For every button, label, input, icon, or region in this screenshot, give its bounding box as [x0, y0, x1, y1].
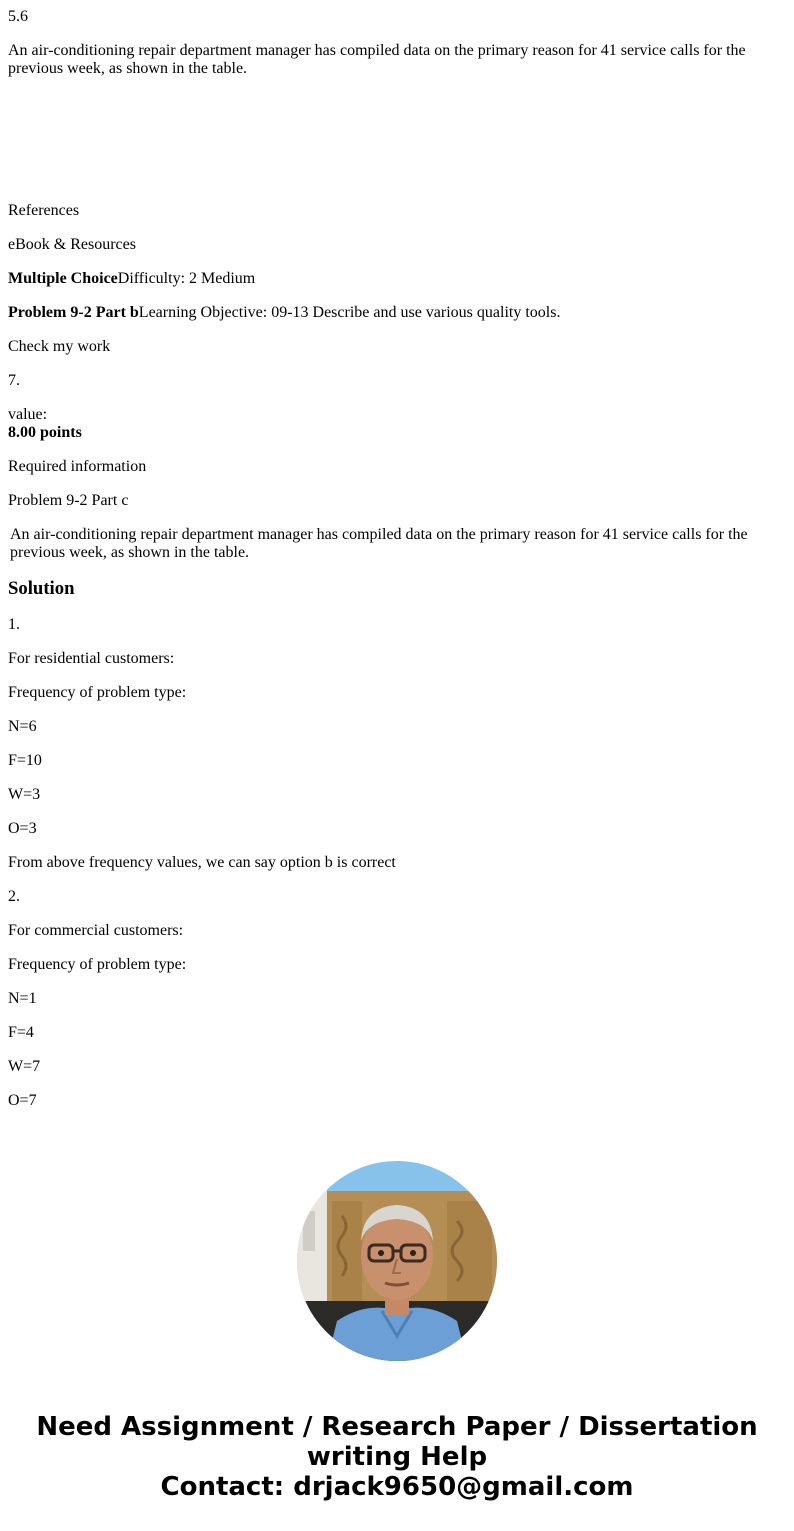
value-label: value:	[8, 406, 48, 423]
question-number: 5.6	[8, 8, 28, 25]
difficulty-text: Difficulty: 2 Medium	[117, 270, 256, 287]
part1-conclusion: From above frequency values, we can say option b is correct	[8, 854, 396, 871]
part2-value-n: N=1	[8, 990, 37, 1007]
ebook-resources-link[interactable]: eBook & Resources	[8, 236, 136, 253]
part1-value-w: W=3	[8, 786, 41, 803]
learning-objective-text: Learning Objective: 09-13 Describe and use various quality tools.	[138, 304, 561, 321]
part1-value-o: O=3	[8, 820, 37, 837]
promo-line-2: writing Help	[306, 1442, 488, 1472]
document-body	[0, 8, 794, 1110]
item-number: 7.	[8, 372, 20, 389]
required-information: Required information	[8, 458, 147, 475]
part2-number: 2.	[8, 888, 20, 905]
difficulty-line	[8, 270, 786, 288]
part2-value-f: F=4	[8, 1024, 34, 1041]
problem-part-b-label: Problem 9-2 Part b	[8, 304, 139, 321]
promo-line-1: Need Assignment / Research Paper / Dissertation	[36, 1412, 758, 1442]
part2-value-o: O=7	[8, 1092, 37, 1109]
part1-customers: For residential customers:	[8, 650, 175, 667]
tutor-photo-illustration	[297, 1161, 497, 1361]
missing-table-space	[8, 94, 786, 202]
question-intro: An air-conditioning repair department manager has compiled data on the primary reason for 41 service calls for the previous week, as shown in the table.	[8, 42, 746, 77]
references-link[interactable]: References	[8, 202, 80, 219]
part1-value-n: N=6	[8, 718, 37, 735]
part2-value-w: W=7	[8, 1058, 41, 1075]
check-my-work-button[interactable]: Check my work	[8, 338, 111, 355]
learning-objective-line	[8, 304, 786, 322]
multiple-choice-label: Multiple Choice	[8, 270, 118, 287]
value-block	[8, 406, 786, 442]
problem-part-c: Problem 9-2 Part c	[8, 492, 129, 509]
part2-frequency-label: Frequency of problem type:	[8, 956, 187, 973]
value-points: 8.00 points	[8, 424, 82, 441]
part2-customers: For commercial customers:	[8, 922, 184, 939]
part1-value-f: F=10	[8, 752, 42, 769]
solution-heading: Solution	[8, 578, 75, 599]
part1-frequency-label: Frequency of problem type:	[8, 684, 187, 701]
tutor-avatar	[297, 1161, 497, 1361]
promo-banner	[0, 1412, 794, 1502]
promo-contact[interactable]: Contact: drjack9650@gmail.com	[160, 1472, 634, 1502]
part1-number: 1.	[8, 616, 20, 633]
question-intro-repeat: An air-conditioning repair department manager has compiled data on the primary reason for 41 service calls for the previous week, as shown in the table.	[10, 526, 748, 561]
